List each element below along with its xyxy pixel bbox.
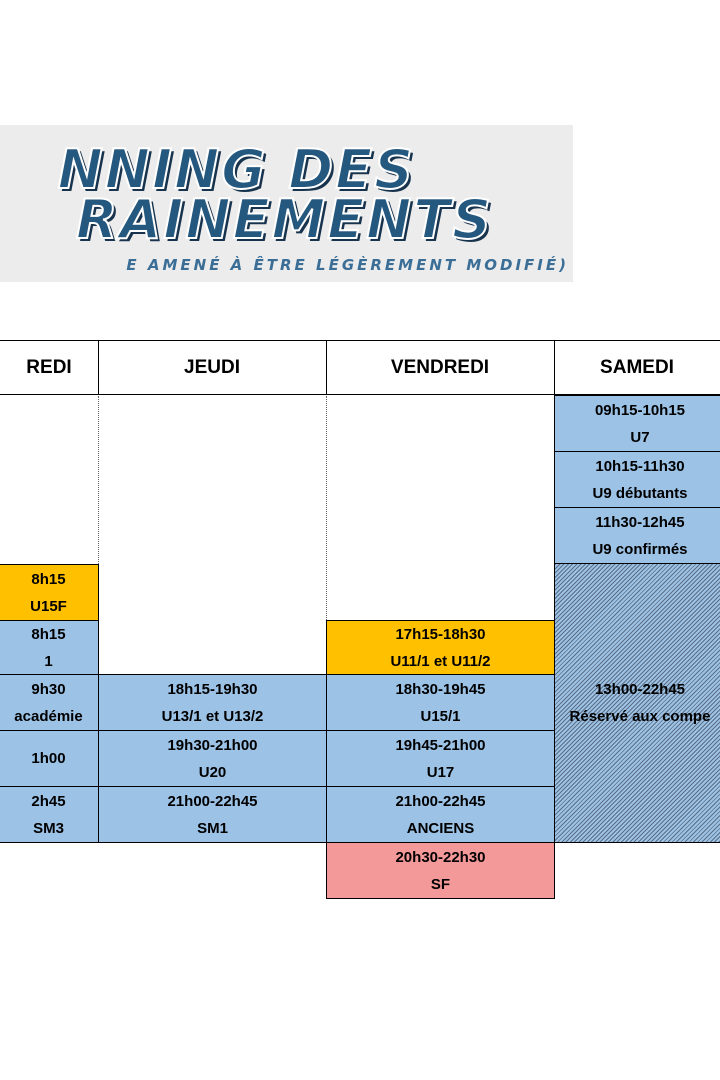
session-team: U13/1 et U13/2 (161, 707, 264, 725)
session-team: académie (14, 707, 83, 725)
header-divider (98, 340, 99, 395)
session-team: SM1 (197, 819, 228, 837)
session-time: 18h30-19h45 (395, 680, 486, 698)
header-mercredi: REDI (0, 340, 98, 395)
session-samedi-2 (554, 451, 720, 508)
session-time: 20h30-22h30 (395, 848, 486, 866)
session-time: 2h45 (31, 792, 66, 810)
session-mercredi-5 (0, 786, 99, 843)
session-time: 8h15 (31, 570, 66, 588)
session-time: 13h00-22h45 (594, 681, 686, 698)
banner-title-line2: RAINEMENTS (75, 188, 493, 251)
session-mercredi-1 (0, 564, 99, 621)
session-time: 10h15-11h30 (595, 457, 685, 475)
session-team: U7 (630, 428, 650, 446)
session-team: U11/1 et U11/2 (390, 652, 491, 670)
session-jeudi-3 (98, 786, 327, 843)
session-samedi-1 (554, 395, 720, 452)
session-team: U9 débutants (592, 484, 688, 502)
session-time: 19h45-21h00 (395, 736, 486, 754)
dotted-divider (326, 396, 327, 620)
session-time: 21h00-22h45 (395, 792, 486, 810)
session-vendredi-5 (326, 842, 555, 899)
session-team: 1 (44, 652, 53, 670)
session-time: 19h30-21h00 (167, 736, 258, 754)
session-vendredi-2 (326, 674, 555, 731)
session-team: U15/1 (420, 707, 461, 725)
banner-subtitle: E AMENÉ À ÊTRE LÉGÈREMENT MODIFIÉ) (126, 256, 569, 274)
session-team: U15F (30, 597, 67, 615)
header-samedi: SAMEDI (554, 340, 720, 395)
header-vendredi: VENDREDI (326, 340, 554, 395)
session-mercredi-3 (0, 674, 99, 731)
header-divider (326, 340, 327, 395)
session-time: 17h15-18h30 (395, 625, 486, 643)
session-samedi-competition (554, 563, 720, 843)
session-mercredi-2 (0, 620, 99, 675)
session-vendredi-4 (326, 786, 555, 843)
session-team: SM3 (33, 819, 64, 837)
session-team: Réservé aux compe (569, 708, 711, 725)
session-team: U9 confirmés (592, 540, 688, 558)
header-jeudi: JEUDI (98, 340, 326, 395)
session-time: 11h30-12h45 (595, 513, 685, 531)
session-vendredi-1 (326, 620, 555, 675)
session-time: 1h00 (31, 750, 66, 767)
session-jeudi-2 (98, 730, 327, 787)
session-time: 8h15 (31, 625, 66, 643)
session-mercredi-4 (0, 730, 99, 787)
session-team: U17 (426, 763, 455, 781)
session-samedi-3 (554, 507, 720, 564)
session-jeudi-1 (98, 674, 327, 731)
banner-title-line1: NNING DES (57, 138, 415, 201)
session-vendredi-3 (326, 730, 555, 787)
session-time: 9h30 (31, 680, 66, 698)
session-team: ANCIENS (406, 819, 475, 837)
session-time: 18h15-19h30 (167, 680, 258, 698)
session-team: SF (430, 875, 451, 893)
session-time: 21h00-22h45 (167, 792, 258, 810)
header-divider (554, 340, 555, 395)
session-team: U20 (198, 763, 227, 781)
session-time: 09h15-10h15 (594, 401, 686, 419)
planning-banner (0, 125, 573, 282)
